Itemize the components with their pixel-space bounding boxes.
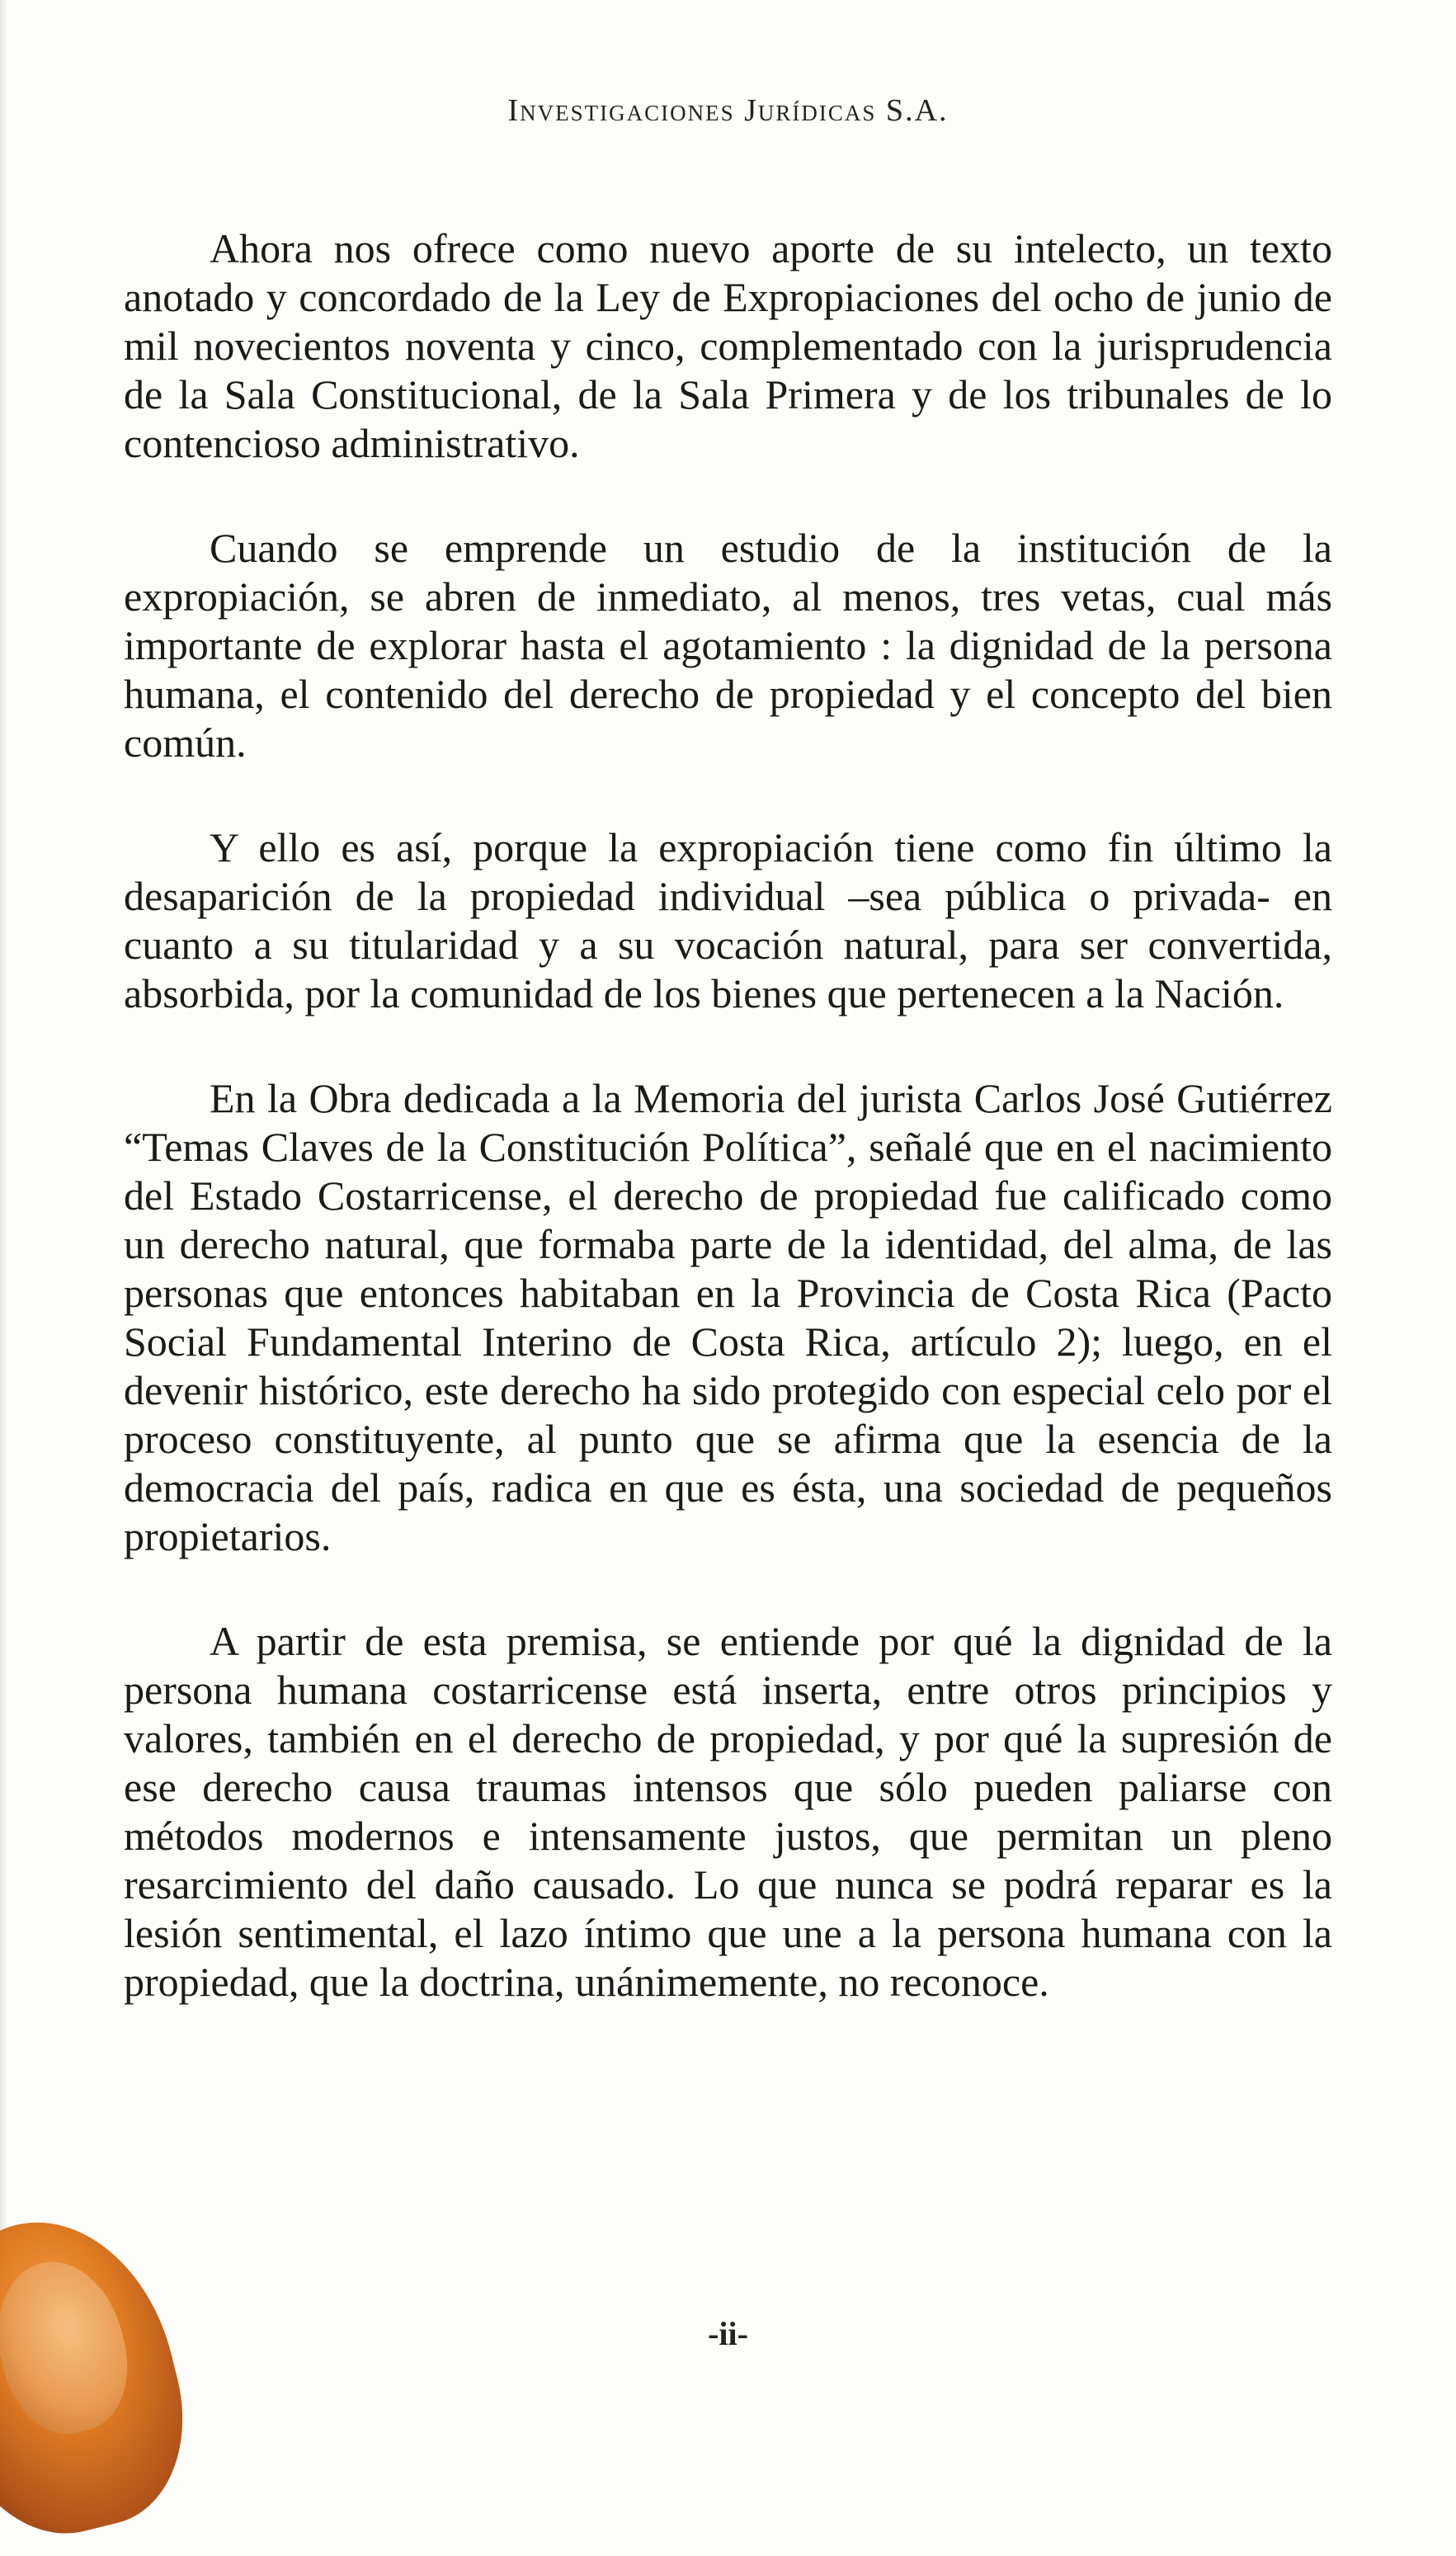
paragraph-4: En la Obra dedicada a la Memoria del jurista Carlos José Gutiérrez “Temas Claves de la Constitución Política”, señalé que en el nacimiento del Estado Costarricense, el derecho de propiedad fue calificado como un derecho natural, que formaba parte de la identidad, del alma, de las personas que entonces habitaban en la Provincia de Costa Rica (Pacto Social Fundamental Interino de Costa Rica, artículo 2); luego, en el devenir histórico, este derecho ha sido protegido con especial celo por el proceso constituyente, al punto que se afirma que la esencia de la democracia del país, radica en que es ésta, una sociedad de pequeños propietarios. (124, 1075, 1332, 1559)
paragraph-1: Ahora nos ofrece como nuevo aporte de su intelecto, un texto anotado y concordado de la Ley de Expropiaciones del ocho de junio de mil novecientos noventa y cinco, complementado con la jurisprudencia de la Sala Constitucional, de la Sala Primera y de los tribunales de lo contencioso administrativo. (124, 225, 1332, 466)
page-number: -ii- (708, 2315, 748, 2352)
paragraph-5: A partir de esta premisa, se entiende por qué la dignidad de la persona humana costarricense está inserta, entre otros principios y valores, también en el derecho de propiedad, y por qué la supresión de ese derecho causa traumas intensos que sólo pueden paliarse con métodos modernos e intensamente justos, que permitan un pleno resarcimiento del daño causado. Lo que nunca se podrá reparar es la lesión sentimental, el lazo íntimo que une a la persona humana con la propiedad, que la doctrina, unánimemente, no reconoce. (124, 1618, 1332, 2005)
page-edge-shadow (0, 0, 8, 2475)
paragraph-3: Y ello es así, porque la expropiación tiene como fin último la desaparición de la propiedad individual –sea pública o privada- en cuanto a su titularidad y a su vocación natural, para ser convertida, absorbida, por la comunidad de los bienes que pertenecen a la Nación. (124, 824, 1332, 1016)
running-header: Investigaciones Jurídicas S.A. (507, 93, 949, 128)
paragraph-2: Cuando se emprende un estudio de la institución de la expropiación, se abren de inmediato, al menos, tres vetas, cual más importante de explorar hasta el agotamiento : la dignidad de la persona humana, el contenido del derecho de propiedad y el concepto del bien común. (124, 525, 1332, 766)
body-text (124, 224, 1332, 2063)
